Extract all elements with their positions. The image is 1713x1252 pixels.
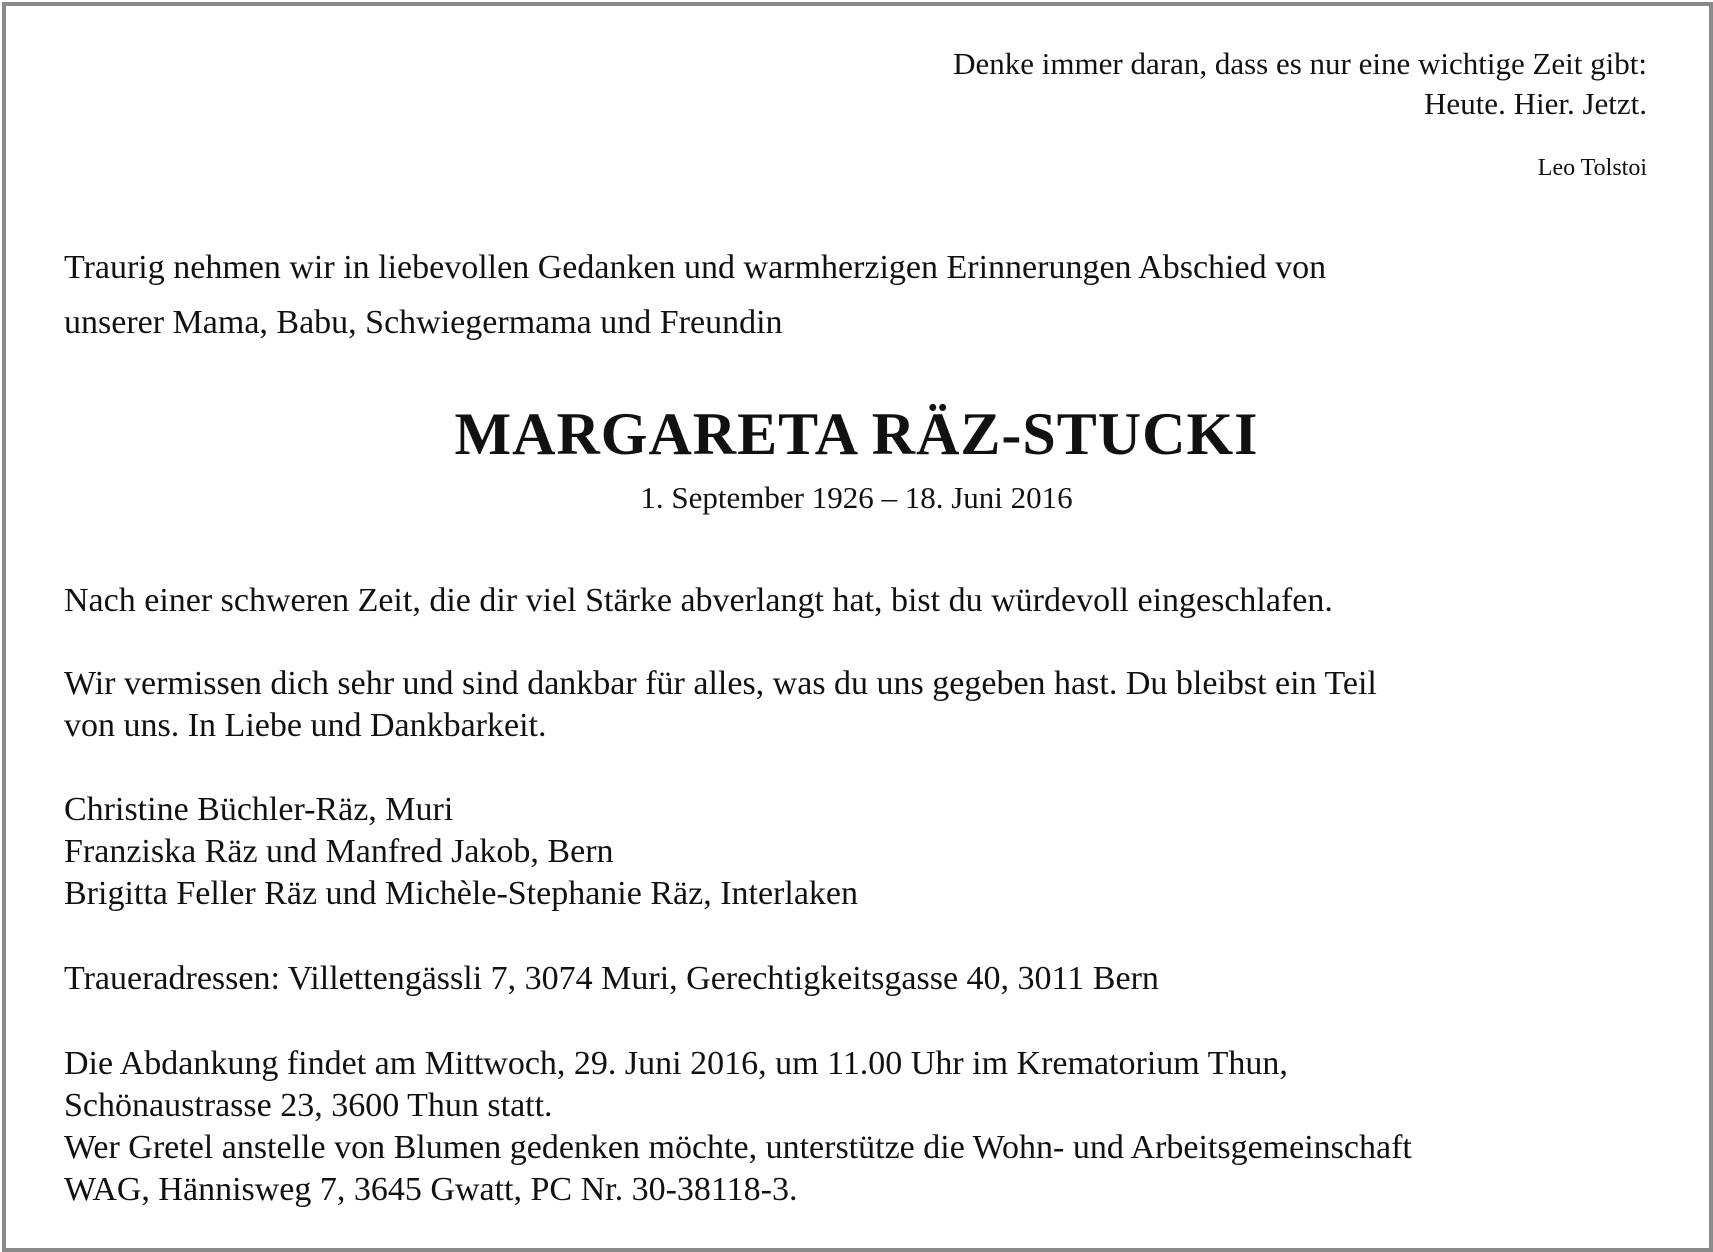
quote-line: Heute. Hier. Jetzt. (1424, 86, 1647, 121)
mourner-entry: Brigitta Feller Räz und Michèle-Stephanie Räz, Interlaken (64, 875, 859, 912)
intro-text (64, 240, 1624, 350)
deceased-name: MARGARETA RÄZ-STUCKI (454, 401, 1259, 467)
service-line: Wer Gretel anstelle von Blumen gedenken möchte, unterstütze die Wohn- und Arbeitsgemeinschaft (64, 1129, 1412, 1166)
service-line: Schönaustrasse 23, 3600 Thun statt. (64, 1087, 553, 1124)
farewell-paragraph (64, 580, 1333, 622)
mourning-addresses (64, 958, 1159, 1000)
gratitude-paragraph (64, 663, 1377, 747)
intro-line: Traurig nehmen wir in liebevollen Gedanken und warmherzigen Erinnerungen Abschied von (64, 249, 1327, 286)
paragraph-line: Wir vermissen dich sehr und sind dankbar für alles, was du uns gegeben hast. Du bleibst ein Teil (64, 665, 1377, 702)
mourner-entry: Franziska Räz und Manfred Jakob, Bern (64, 833, 614, 870)
quote (953, 44, 1647, 124)
intro-line: unserer Mama, Babu, Schwiegermama und Freundin (64, 304, 783, 341)
mourners-list (64, 789, 858, 915)
address-line: Traueradressen: Villettengässli 7, 3074 Muri, Gerechtigkeitsgasse 40, 3011 Bern (64, 960, 1159, 997)
quote-author: Leo Tolstoi (1537, 155, 1647, 181)
paragraph-line: Nach einer schweren Zeit, die dir viel Stärke abverlangt hat, bist du würdevoll eingeschlafen. (64, 582, 1333, 619)
life-dates: 1. September 1926 – 18. Juni 2016 (640, 480, 1073, 515)
quote-line: Denke immer daran, dass es nur eine wichtige Zeit gibt: (953, 46, 1647, 81)
mourner-entry: Christine Büchler-Räz, Muri (64, 791, 454, 828)
service-line: WAG, Hännisweg 7, 3645 Gwatt, PC Nr. 30-38118-3. (64, 1171, 798, 1208)
paragraph-line: von uns. In Liebe und Dankbarkeit. (64, 707, 547, 744)
service-line: Die Abdankung findet am Mittwoch, 29. Juni 2016, um 11.00 Uhr im Krematorium Thun, (64, 1045, 1288, 1082)
service-details (64, 1043, 1412, 1211)
